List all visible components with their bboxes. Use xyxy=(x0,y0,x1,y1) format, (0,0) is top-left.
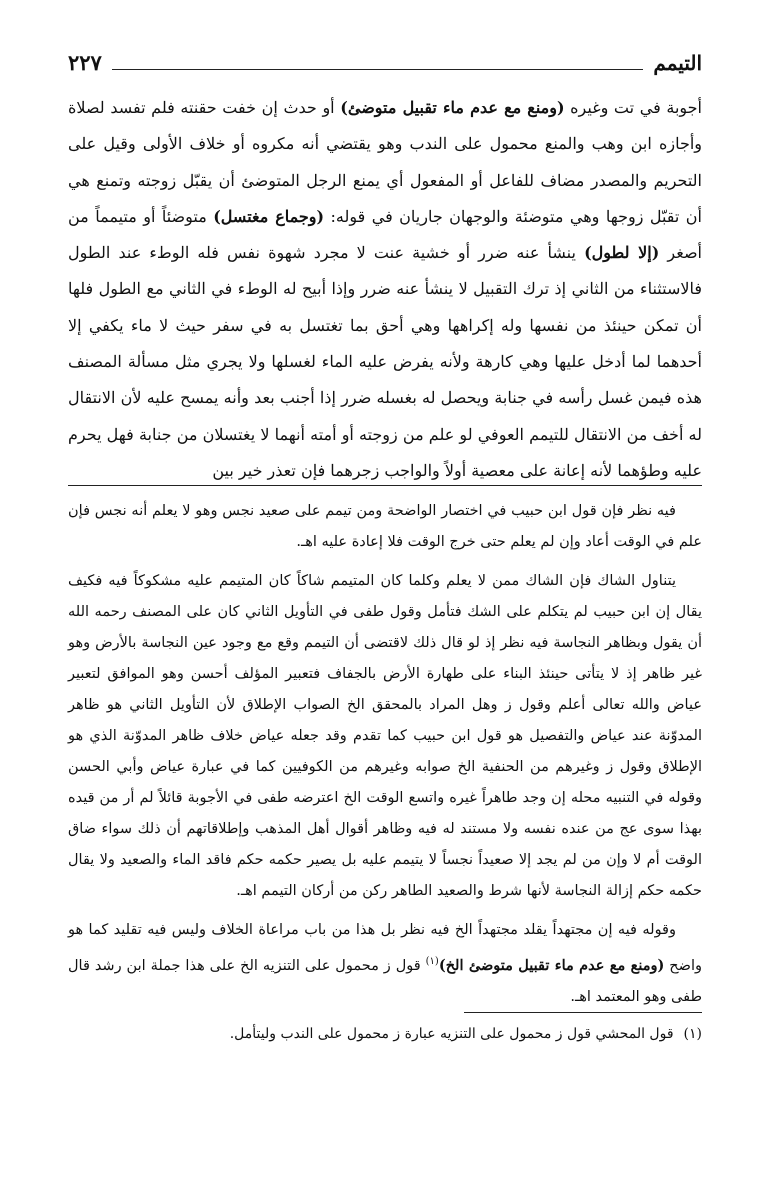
matn-quote: (ومنع مع عدم ماء تقبيل متوضئ) xyxy=(340,98,565,117)
footnote-number: (١) xyxy=(683,1026,702,1042)
commentary-segment: وقوله فيه إن مجتهداً يقلد مجتهداً الخ فيه نظر بل هذا من باب مراعاة الخلاف وليس فيه تقليد كما هو واضح xyxy=(68,922,703,974)
main-text-segment: أو حدث إن خفت حقنته فلم تفسد لصلاة وأجازه ابن وهب والمنع محمول على الندب وهو يقتضي أنه مكروه أو خلاف الأولى وقيل على التحريم والمصدر مضاف للفاعل أو المفعول أي يمنع الرجل المتوضئ أن يقبّل زوجته وتمنع هي أن تقبّل زوجها وهي متوضئة والوجهان جاريان في قوله: xyxy=(68,98,702,226)
commentary-paragraph: يتناول الشاك فإن الشاك ممن لا يعلم وكلما كان المتيمم شاكاً كان المتيمم عليه مشكوكاً فيه فكيف يقال إن ابن حبيب لم يتكلم على الشك فتأمل وقول طفى في التأويل الثاني كان على المصنف رحمه الله أن يقول وبظاهر النجاسة فيه نظر إذ لو قال ذلك لاقتضى أن التيمم وقع مع وجود عين النجاسة بالأرض وهو غير ظاهر إذ لا يتأتى حينئذ البناء على طهارة الأرض بالجفاف فتعبير المؤلف أحسن وهو الموافق لتعبير عياض والله تعالى أعلم وقول ز وهل المراد بالمحقق الخ الصواب الإطلاق لأن التأويل الثاني هو ظاهر المدوّنة عند عياض والتفصيل هو قول ابن حبيب كما تقدم وقد جعله عياض خلاف ظاهر المدوّنة الذي هو الإطلاق وقول ز وغيرهم من الحنفية الخ صوابه وغيرهم من الكوفيين كما في عبارة عياض وأبي الحسن وقوله في التنبيه محله إن وجد طاهراً غيره واتسع الوقت الخ اعترضه طفى في الأجوبة قائلاً لم أر من قيده بهذا سوى عج من عنده نفسه ولا مستند له فيه وظاهر أقوال أهل المذهب وإطلاقاتهم أن ذلك سواء ضاق الوقت أم لا وإن من لم يجد إلا صعيداً نجساً لا يتيمم عليه بل يصير حكمه حكم فاقد الماء والصعيد ولا يقال حكمه حكم إزالة النجاسة لأنها شرط والصعيد الطاهر ركن من أركان التيمم اهـ. xyxy=(68,573,702,899)
chapter-title: التيمم xyxy=(653,51,702,75)
commentary-paragraph xyxy=(68,915,702,1013)
page-header xyxy=(68,46,702,76)
matn-quote: (ومنع مع عدم ماء تقبيل متوضئ الخ) xyxy=(438,956,665,974)
commentary-paragraph: فيه نظر فإن قول ابن حبيب في اختصار الواضحة ومن تيمم على صعيد نجس وهو لا يعلم أنه نجس فإن علم في الوقت أعاد وإن لم يعلم حتى خرج الوقت فلا إعادة عليه اهـ. xyxy=(68,503,702,550)
matn-quote: (وجماع مغتسل) xyxy=(213,206,325,226)
main-text-segment: أجوبة في تت وغيره xyxy=(564,98,703,117)
commentary-segment: قول ز محمول على التنزيه الخ على هذا جملة ابن رشد قال طفى وهو المعتمد اهـ. xyxy=(68,957,702,1005)
main-text-segment: متوضئاً أو متيمماً من أصغر xyxy=(68,206,702,263)
section-divider xyxy=(68,485,702,486)
footnote-text: قول المحشي قول ز محمول على التنزيه عبارة ز محمول على الندب وليتأمل. xyxy=(229,1026,674,1042)
main-text-segment: ينشأ عنه ضرر أو خشية عنت لا مجرد شهوة نفس فله الوطء عند الطول فالاستثناء من الثاني إذ ترك التقبيل لا ينشأ عنه ضرر وإذا أبيح له الوطء في الثاني مع الطول فلها أن تمكن حينئذ من نفسها وله إكراهها وهي أحق بما تغتسل به في سفر حيث لا ماء يكفي إلا أحدهما لما أدخل عليها وهي كارهة ولأنه يفرض عليه الماء لغسلها ولا يجري مثل مسألة المصنف هذه فيمن غسل رأسه في جنابة ويحصل له بغسله ضرر إذا أجنب بعد وأنه يمسح عليه لأن الانتقال له أخف من الانتقال للتيمم العوفي لو علم من زوجته أو أمته أنهما لا يغتسلان من جنابة فهل يحرم عليه وطؤهما لأنه إعانة على معصية أولاً والواجب زجرهما فإن تعذر خير بين xyxy=(68,243,703,480)
matn-quote: (إلا لطول) xyxy=(584,243,660,263)
footnote xyxy=(68,1020,702,1048)
main-text xyxy=(68,90,702,489)
commentary-notes xyxy=(68,496,702,1021)
header-rule xyxy=(112,69,644,70)
footnote-rule xyxy=(464,1012,702,1013)
page-number: ٢٢٧ xyxy=(68,50,102,75)
footnote-marker[interactable]: (١) xyxy=(425,956,439,967)
